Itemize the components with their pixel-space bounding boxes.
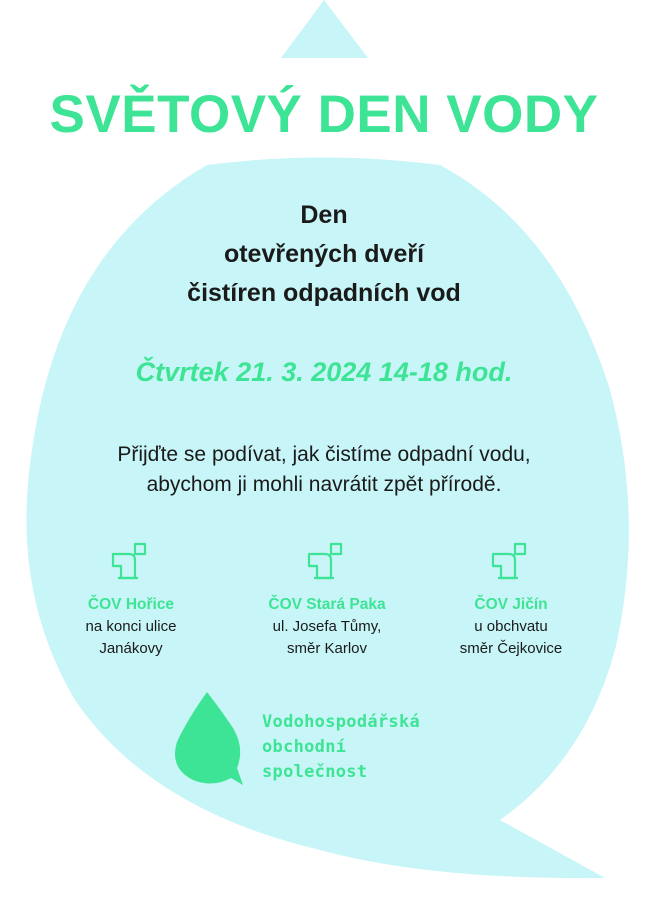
logo-line: společnost bbox=[262, 762, 368, 782]
location-detail: směr Karlov bbox=[286, 640, 368, 657]
pipe-elbow-icon bbox=[307, 540, 347, 580]
invite-line: Přijďte se podívat, jak čistíme odpadní vodu, bbox=[117, 443, 531, 466]
location-horice bbox=[41, 540, 221, 660]
location-detail: u obchvatu bbox=[474, 618, 548, 635]
location-jicin bbox=[421, 540, 601, 660]
headline: SVĚTOVÝ DEN VODY bbox=[49, 85, 599, 144]
invite-text bbox=[0, 440, 648, 500]
location-detail: na konci ulice bbox=[85, 618, 177, 635]
subtitle-line: otevřených dveří bbox=[223, 240, 425, 268]
location-detail: ul. Josefa Tůmy, bbox=[272, 618, 382, 635]
location-stara-paka bbox=[237, 540, 417, 660]
event-subtitle bbox=[0, 196, 648, 313]
location-name: ČOV Hořice bbox=[87, 596, 175, 613]
location-name: ČOV Stará Paka bbox=[268, 596, 386, 613]
logo-line: obchodní bbox=[262, 737, 347, 757]
location-detail: Janákovy bbox=[99, 640, 163, 657]
logo-line: Vodohospodářská bbox=[262, 712, 421, 732]
location-detail: směr Čejkovice bbox=[459, 640, 563, 657]
subtitle-line: Den bbox=[300, 201, 348, 229]
water-drop-logo-icon bbox=[173, 690, 245, 786]
pipe-elbow-icon bbox=[111, 540, 151, 580]
subtitle-line: čistíren odpadních vod bbox=[187, 279, 461, 307]
pipe-elbow-icon bbox=[491, 540, 531, 580]
event-date: Čtvrtek 21. 3. 2024 14-18 hod. bbox=[135, 357, 513, 387]
location-name: ČOV Jičín bbox=[474, 596, 548, 613]
company-logo-text bbox=[262, 710, 420, 785]
invite-line: abychom ji mohli navrátit zpět přírodě. bbox=[146, 473, 502, 496]
